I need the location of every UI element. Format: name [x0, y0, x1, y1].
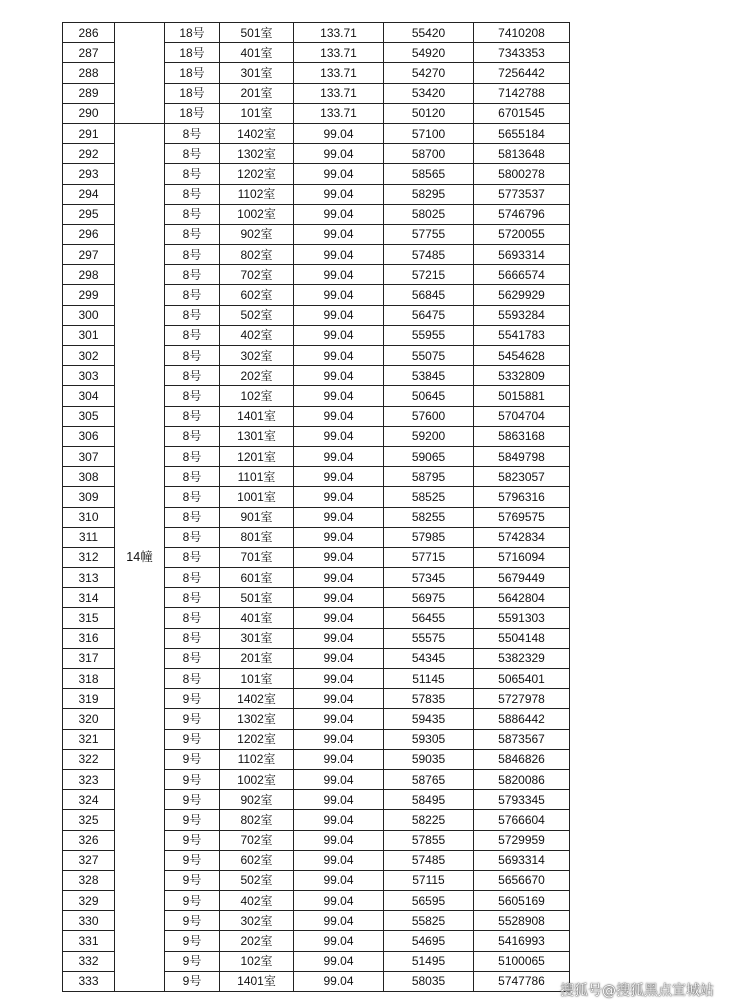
total-price-cell: 5813648	[474, 144, 570, 164]
total-price-cell: 5693314	[474, 245, 570, 265]
unit-cell: 8号	[165, 346, 220, 366]
area-cell: 99.04	[294, 628, 384, 648]
row-number-cell: 319	[63, 689, 115, 709]
unit-price-cell: 59435	[384, 709, 474, 729]
area-cell: 133.71	[294, 103, 384, 123]
unit-cell: 8号	[165, 406, 220, 426]
total-price-cell: 5746796	[474, 204, 570, 224]
unit-cell: 18号	[165, 63, 220, 83]
total-price-cell: 5656670	[474, 870, 570, 890]
area-cell: 99.04	[294, 285, 384, 305]
area-cell: 99.04	[294, 204, 384, 224]
area-cell: 99.04	[294, 144, 384, 164]
room-cell: 501室	[220, 588, 294, 608]
room-cell: 902室	[220, 224, 294, 244]
area-cell: 99.04	[294, 931, 384, 951]
row-number-cell: 303	[63, 366, 115, 386]
unit-cell: 8号	[165, 547, 220, 567]
unit-cell: 8号	[165, 648, 220, 668]
total-price-cell: 5800278	[474, 164, 570, 184]
price-table-body	[63, 23, 570, 992]
unit-cell: 8号	[165, 669, 220, 689]
row-number-cell: 332	[63, 951, 115, 971]
area-cell: 99.04	[294, 648, 384, 668]
area-cell: 99.04	[294, 870, 384, 890]
unit-cell: 8号	[165, 204, 220, 224]
row-number-cell: 290	[63, 103, 115, 123]
total-price-cell: 5065401	[474, 669, 570, 689]
area-cell: 99.04	[294, 769, 384, 789]
room-cell: 202室	[220, 366, 294, 386]
unit-price-cell: 50120	[384, 103, 474, 123]
unit-price-cell: 58700	[384, 144, 474, 164]
unit-price-cell: 55420	[384, 23, 474, 43]
unit-cell: 18号	[165, 23, 220, 43]
area-cell: 99.04	[294, 951, 384, 971]
unit-cell: 18号	[165, 103, 220, 123]
unit-cell: 9号	[165, 951, 220, 971]
total-price-cell: 6701545	[474, 103, 570, 123]
room-cell: 202室	[220, 931, 294, 951]
unit-price-cell: 57985	[384, 527, 474, 547]
room-cell: 401室	[220, 43, 294, 63]
total-price-cell: 5704704	[474, 406, 570, 426]
unit-cell: 8号	[165, 386, 220, 406]
row-number-cell: 324	[63, 790, 115, 810]
room-cell: 601室	[220, 568, 294, 588]
area-cell: 99.04	[294, 527, 384, 547]
unit-price-cell: 54695	[384, 931, 474, 951]
unit-cell: 9号	[165, 769, 220, 789]
total-price-cell: 5873567	[474, 729, 570, 749]
row-number-cell: 322	[63, 749, 115, 769]
unit-price-cell: 57345	[384, 568, 474, 588]
unit-price-cell: 54345	[384, 648, 474, 668]
total-price-cell: 5666574	[474, 265, 570, 285]
row-number-cell: 287	[63, 43, 115, 63]
unit-cell: 8号	[165, 285, 220, 305]
unit-price-cell: 53420	[384, 83, 474, 103]
row-number-cell: 307	[63, 446, 115, 466]
unit-cell: 8号	[165, 325, 220, 345]
room-cell: 1401室	[220, 971, 294, 991]
room-cell: 701室	[220, 547, 294, 567]
unit-price-cell: 59305	[384, 729, 474, 749]
row-number-cell: 327	[63, 850, 115, 870]
room-cell: 602室	[220, 850, 294, 870]
area-cell: 99.04	[294, 749, 384, 769]
total-price-cell: 5846826	[474, 749, 570, 769]
row-number-cell: 329	[63, 891, 115, 911]
row-number-cell: 316	[63, 628, 115, 648]
total-price-cell: 5015881	[474, 386, 570, 406]
area-cell: 99.04	[294, 568, 384, 588]
area-cell: 99.04	[294, 608, 384, 628]
total-price-cell: 5886442	[474, 709, 570, 729]
area-cell: 99.04	[294, 184, 384, 204]
unit-price-cell: 57715	[384, 547, 474, 567]
room-cell: 602室	[220, 285, 294, 305]
room-cell: 702室	[220, 265, 294, 285]
total-price-cell: 5605169	[474, 891, 570, 911]
unit-cell: 8号	[165, 184, 220, 204]
unit-price-cell: 58295	[384, 184, 474, 204]
unit-cell: 9号	[165, 891, 220, 911]
row-number-cell: 314	[63, 588, 115, 608]
room-cell: 502室	[220, 305, 294, 325]
unit-cell: 9号	[165, 689, 220, 709]
unit-price-cell: 58035	[384, 971, 474, 991]
unit-price-cell: 56595	[384, 891, 474, 911]
total-price-cell: 7410208	[474, 23, 570, 43]
row-number-cell: 313	[63, 568, 115, 588]
unit-price-cell: 58565	[384, 164, 474, 184]
unit-price-cell: 51145	[384, 669, 474, 689]
unit-cell: 9号	[165, 931, 220, 951]
unit-cell: 8号	[165, 507, 220, 527]
unit-cell: 8号	[165, 144, 220, 164]
room-cell: 102室	[220, 951, 294, 971]
unit-cell: 9号	[165, 749, 220, 769]
row-number-cell: 330	[63, 911, 115, 931]
room-cell: 201室	[220, 83, 294, 103]
row-number-cell: 301	[63, 325, 115, 345]
unit-cell: 8号	[165, 164, 220, 184]
unit-cell: 8号	[165, 446, 220, 466]
unit-price-cell: 57600	[384, 406, 474, 426]
room-cell: 201室	[220, 648, 294, 668]
area-cell: 99.04	[294, 224, 384, 244]
row-number-cell: 320	[63, 709, 115, 729]
row-number-cell: 296	[63, 224, 115, 244]
row-number-cell: 297	[63, 245, 115, 265]
room-cell: 801室	[220, 527, 294, 547]
total-price-cell: 5820086	[474, 769, 570, 789]
room-cell: 901室	[220, 507, 294, 527]
room-cell: 302室	[220, 911, 294, 931]
unit-price-cell: 59065	[384, 446, 474, 466]
total-price-cell: 5528908	[474, 911, 570, 931]
unit-price-cell: 55825	[384, 911, 474, 931]
unit-price-cell: 58795	[384, 467, 474, 487]
unit-price-cell: 58765	[384, 769, 474, 789]
total-price-cell: 5693314	[474, 850, 570, 870]
unit-price-cell: 55575	[384, 628, 474, 648]
row-number-cell: 310	[63, 507, 115, 527]
building-cell	[115, 23, 165, 124]
unit-cell: 8号	[165, 305, 220, 325]
room-cell: 1102室	[220, 184, 294, 204]
total-price-cell: 5720055	[474, 224, 570, 244]
total-price-cell: 5100065	[474, 951, 570, 971]
room-cell: 702室	[220, 830, 294, 850]
room-cell: 301室	[220, 63, 294, 83]
unit-price-cell: 56975	[384, 588, 474, 608]
row-number-cell: 317	[63, 648, 115, 668]
area-cell: 99.04	[294, 547, 384, 567]
unit-cell: 9号	[165, 729, 220, 749]
unit-cell: 8号	[165, 467, 220, 487]
unit-price-cell: 57485	[384, 245, 474, 265]
room-cell: 1202室	[220, 164, 294, 184]
row-number-cell: 318	[63, 669, 115, 689]
area-cell: 99.04	[294, 164, 384, 184]
table-row	[63, 23, 570, 43]
unit-price-cell: 58495	[384, 790, 474, 810]
area-cell: 133.71	[294, 43, 384, 63]
room-cell: 1301室	[220, 426, 294, 446]
area-cell: 99.04	[294, 830, 384, 850]
total-price-cell: 5454628	[474, 346, 570, 366]
room-cell: 1101室	[220, 467, 294, 487]
area-cell: 99.04	[294, 689, 384, 709]
total-price-cell: 5332809	[474, 366, 570, 386]
row-number-cell: 306	[63, 426, 115, 446]
area-cell: 99.04	[294, 971, 384, 991]
room-cell: 1002室	[220, 204, 294, 224]
area-cell: 99.04	[294, 588, 384, 608]
total-price-cell: 5796316	[474, 487, 570, 507]
unit-cell: 9号	[165, 830, 220, 850]
unit-price-cell: 57835	[384, 689, 474, 709]
total-price-cell: 5593284	[474, 305, 570, 325]
room-cell: 1401室	[220, 406, 294, 426]
total-price-cell: 5823057	[474, 467, 570, 487]
row-number-cell: 286	[63, 23, 115, 43]
total-price-cell: 5729959	[474, 830, 570, 850]
total-price-cell: 5416993	[474, 931, 570, 951]
room-cell: 501室	[220, 23, 294, 43]
unit-cell: 8号	[165, 426, 220, 446]
unit-price-cell: 50645	[384, 386, 474, 406]
row-number-cell: 291	[63, 123, 115, 143]
total-price-cell: 5716094	[474, 547, 570, 567]
row-number-cell: 302	[63, 346, 115, 366]
unit-cell: 9号	[165, 870, 220, 890]
unit-cell: 9号	[165, 709, 220, 729]
total-price-cell: 7343353	[474, 43, 570, 63]
unit-price-cell: 55955	[384, 325, 474, 345]
unit-price-cell: 58255	[384, 507, 474, 527]
total-price-cell: 5591303	[474, 608, 570, 628]
area-cell: 99.04	[294, 386, 384, 406]
total-price-cell: 5742834	[474, 527, 570, 547]
area-cell: 99.04	[294, 507, 384, 527]
row-number-cell: 333	[63, 971, 115, 991]
row-number-cell: 309	[63, 487, 115, 507]
unit-price-cell: 58025	[384, 204, 474, 224]
area-cell: 99.04	[294, 467, 384, 487]
area-cell: 133.71	[294, 63, 384, 83]
area-cell: 99.04	[294, 911, 384, 931]
total-price-cell: 5679449	[474, 568, 570, 588]
unit-cell: 18号	[165, 83, 220, 103]
room-cell: 802室	[220, 245, 294, 265]
room-cell: 1001室	[220, 487, 294, 507]
unit-price-cell: 53845	[384, 366, 474, 386]
unit-price-cell: 59200	[384, 426, 474, 446]
unit-price-cell: 56475	[384, 305, 474, 325]
unit-price-cell: 59035	[384, 749, 474, 769]
total-price-cell: 7256442	[474, 63, 570, 83]
area-cell: 133.71	[294, 83, 384, 103]
total-price-cell: 5727978	[474, 689, 570, 709]
row-number-cell: 305	[63, 406, 115, 426]
row-number-cell: 289	[63, 83, 115, 103]
unit-cell: 8号	[165, 487, 220, 507]
unit-cell: 8号	[165, 628, 220, 648]
unit-cell: 9号	[165, 971, 220, 991]
unit-cell: 9号	[165, 911, 220, 931]
unit-price-cell: 56455	[384, 608, 474, 628]
row-number-cell: 331	[63, 931, 115, 951]
total-price-cell: 7142788	[474, 83, 570, 103]
room-cell: 1402室	[220, 689, 294, 709]
unit-price-cell: 56845	[384, 285, 474, 305]
area-cell: 99.04	[294, 123, 384, 143]
area-cell: 99.04	[294, 305, 384, 325]
area-cell: 99.04	[294, 265, 384, 285]
row-number-cell: 293	[63, 164, 115, 184]
total-price-cell: 5541783	[474, 325, 570, 345]
area-cell: 99.04	[294, 487, 384, 507]
unit-price-cell: 57215	[384, 265, 474, 285]
total-price-cell: 5863168	[474, 426, 570, 446]
area-cell: 99.04	[294, 245, 384, 265]
room-cell: 1202室	[220, 729, 294, 749]
unit-cell: 8号	[165, 245, 220, 265]
row-number-cell: 311	[63, 527, 115, 547]
row-number-cell: 288	[63, 63, 115, 83]
unit-price-cell: 57115	[384, 870, 474, 890]
room-cell: 1201室	[220, 446, 294, 466]
unit-price-cell: 57100	[384, 123, 474, 143]
row-number-cell: 294	[63, 184, 115, 204]
total-price-cell: 5773537	[474, 184, 570, 204]
room-cell: 302室	[220, 346, 294, 366]
unit-price-cell: 57855	[384, 830, 474, 850]
area-cell: 99.04	[294, 346, 384, 366]
area-cell: 99.04	[294, 790, 384, 810]
room-cell: 902室	[220, 790, 294, 810]
unit-cell: 8号	[165, 527, 220, 547]
area-cell: 99.04	[294, 709, 384, 729]
unit-cell: 9号	[165, 850, 220, 870]
room-cell: 1102室	[220, 749, 294, 769]
area-cell: 133.71	[294, 23, 384, 43]
total-price-cell: 5849798	[474, 446, 570, 466]
table-row	[63, 123, 570, 143]
total-price-cell: 5642804	[474, 588, 570, 608]
room-cell: 802室	[220, 810, 294, 830]
room-cell: 1302室	[220, 144, 294, 164]
row-number-cell: 304	[63, 386, 115, 406]
total-price-cell: 5382329	[474, 648, 570, 668]
area-cell: 99.04	[294, 729, 384, 749]
unit-cell: 8号	[165, 568, 220, 588]
row-number-cell: 300	[63, 305, 115, 325]
area-cell: 99.04	[294, 891, 384, 911]
total-price-cell: 5769575	[474, 507, 570, 527]
room-cell: 402室	[220, 891, 294, 911]
row-number-cell: 323	[63, 769, 115, 789]
row-number-cell: 326	[63, 830, 115, 850]
room-cell: 101室	[220, 103, 294, 123]
unit-price-cell: 54270	[384, 63, 474, 83]
unit-cell: 18号	[165, 43, 220, 63]
area-cell: 99.04	[294, 406, 384, 426]
total-price-cell: 5766604	[474, 810, 570, 830]
room-cell: 301室	[220, 628, 294, 648]
unit-cell: 8号	[165, 265, 220, 285]
area-cell: 99.04	[294, 850, 384, 870]
area-cell: 99.04	[294, 426, 384, 446]
row-number-cell: 292	[63, 144, 115, 164]
total-price-cell: 5504148	[474, 628, 570, 648]
area-cell: 99.04	[294, 669, 384, 689]
room-cell: 1002室	[220, 769, 294, 789]
unit-cell: 9号	[165, 790, 220, 810]
row-number-cell: 308	[63, 467, 115, 487]
area-cell: 99.04	[294, 366, 384, 386]
room-cell: 401室	[220, 608, 294, 628]
row-number-cell: 328	[63, 870, 115, 890]
unit-cell: 8号	[165, 123, 220, 143]
total-price-cell: 5629929	[474, 285, 570, 305]
unit-price-cell: 55075	[384, 346, 474, 366]
room-cell: 502室	[220, 870, 294, 890]
row-number-cell: 315	[63, 608, 115, 628]
room-cell: 101室	[220, 669, 294, 689]
total-price-cell: 5655184	[474, 123, 570, 143]
room-cell: 1302室	[220, 709, 294, 729]
total-price-cell: 5747786	[474, 971, 570, 991]
row-number-cell: 312	[63, 547, 115, 567]
unit-price-cell: 57485	[384, 850, 474, 870]
room-cell: 102室	[220, 386, 294, 406]
unit-price-cell: 58525	[384, 487, 474, 507]
unit-cell: 9号	[165, 810, 220, 830]
area-cell: 99.04	[294, 325, 384, 345]
room-cell: 1402室	[220, 123, 294, 143]
area-cell: 99.04	[294, 810, 384, 830]
unit-price-cell: 58225	[384, 810, 474, 830]
unit-price-cell: 51495	[384, 951, 474, 971]
building-cell: 14幢	[115, 123, 165, 991]
unit-cell: 8号	[165, 224, 220, 244]
total-price-cell: 5793345	[474, 790, 570, 810]
room-cell: 402室	[220, 325, 294, 345]
price-table	[62, 22, 570, 992]
row-number-cell: 325	[63, 810, 115, 830]
row-number-cell: 321	[63, 729, 115, 749]
unit-price-cell: 54920	[384, 43, 474, 63]
unit-cell: 8号	[165, 588, 220, 608]
row-number-cell: 298	[63, 265, 115, 285]
unit-cell: 8号	[165, 366, 220, 386]
row-number-cell: 299	[63, 285, 115, 305]
unit-cell: 8号	[165, 608, 220, 628]
area-cell: 99.04	[294, 446, 384, 466]
row-number-cell: 295	[63, 204, 115, 224]
watermark: 搜狐号@搜狐黑点宣城站	[560, 983, 714, 999]
unit-price-cell: 57755	[384, 224, 474, 244]
